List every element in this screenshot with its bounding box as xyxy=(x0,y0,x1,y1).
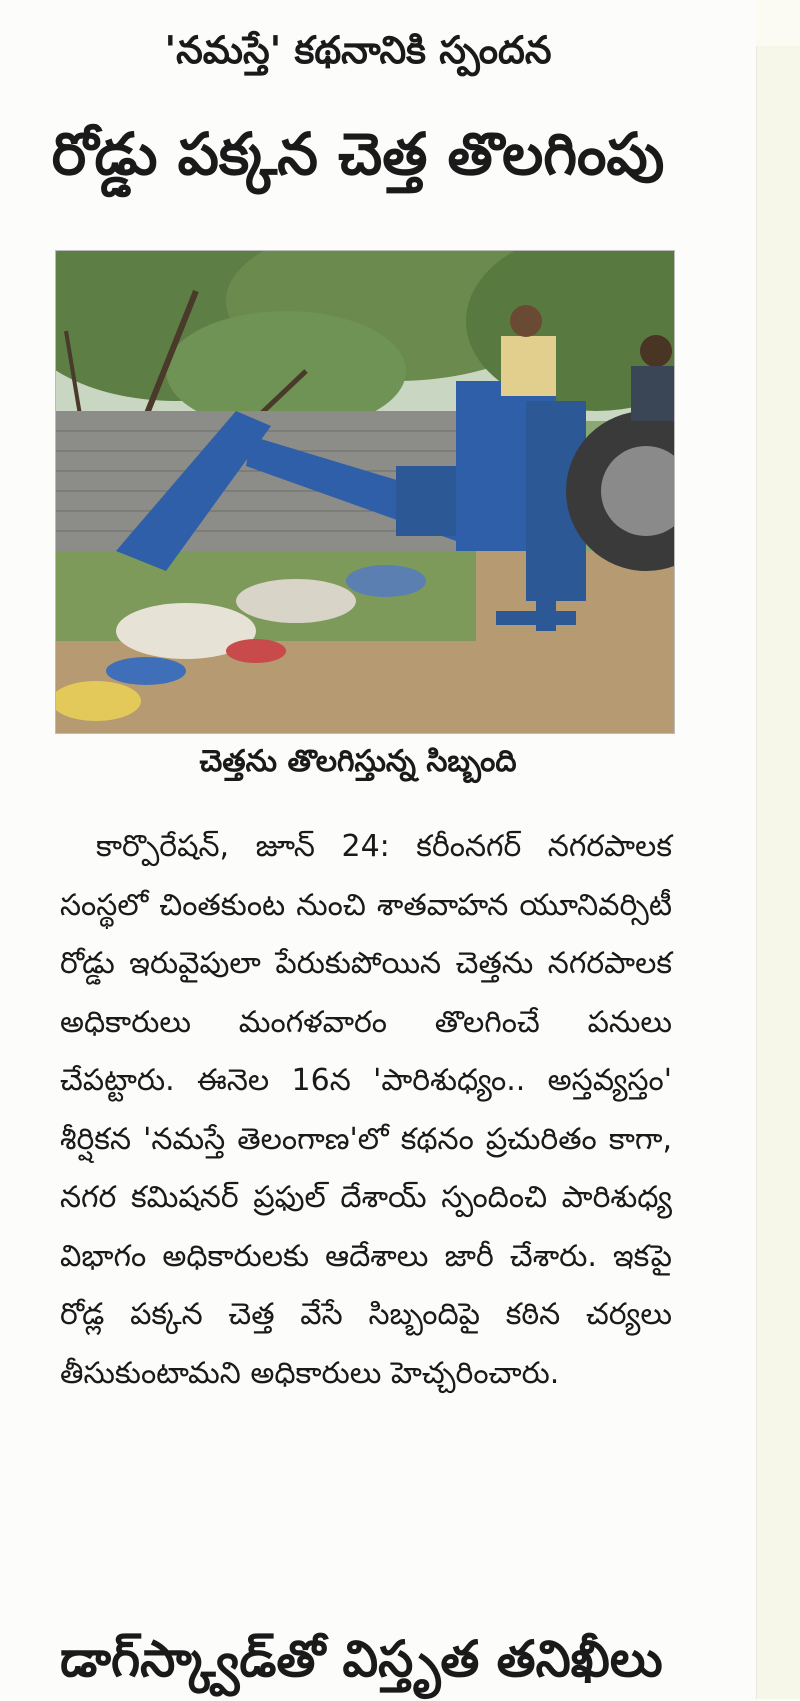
adjacent-column-panel xyxy=(756,46,800,1699)
article-kicker: 'నమస్తే' కథనానికి స్పందన xyxy=(164,28,552,72)
article-body xyxy=(60,818,672,1403)
article-headline: రోడ్డు పక్కన చెత్త తొలగింపు xyxy=(51,120,665,188)
photo-caption: చెత్తను తొలగిస్తున్న సిబ్బంది xyxy=(199,744,517,779)
article-photo xyxy=(55,250,675,734)
article-body-paragraph: కార్పొరేషన్, జూన్ 24: కరీంనగర్ నగరపాలక సంస్థలో చింతకుంట నుంచి శాతవాహన యూనివర్సిటీ రోడ్డు ఇరువైపులా పేరుకుపోయిన చెత్తను నగరపాలక అధికారులు మంగళవారం తొలగించే పనులు చేపట్టారు. ఈనెల 16న 'పారిశుధ్యం.. అస్తవ్యస్తం' శీర్షికన 'నమస్తే తెలంగాణ'లో కథనం ప్రచురితం కాగా, నగర కమిషనర్ ప్రఫుల్ దేశాయ్ స్పందించి పారిశుధ్య విభాగం అధికారులకు ఆదేశాలు జారీ చేశారు. ఇకపై రోడ్ల పక్కన చెత్త వేసే సిబ్బందిపై కఠిన చర్యలు తీసుకుంటామని అధికారులు హెచ్చరించారు. xyxy=(60,829,672,1391)
photo-illustration xyxy=(56,251,674,733)
next-article-headline: డాగ్‌స్క్వాడ్‌తో విస్తృత తనిఖీలు xyxy=(60,1630,663,1688)
